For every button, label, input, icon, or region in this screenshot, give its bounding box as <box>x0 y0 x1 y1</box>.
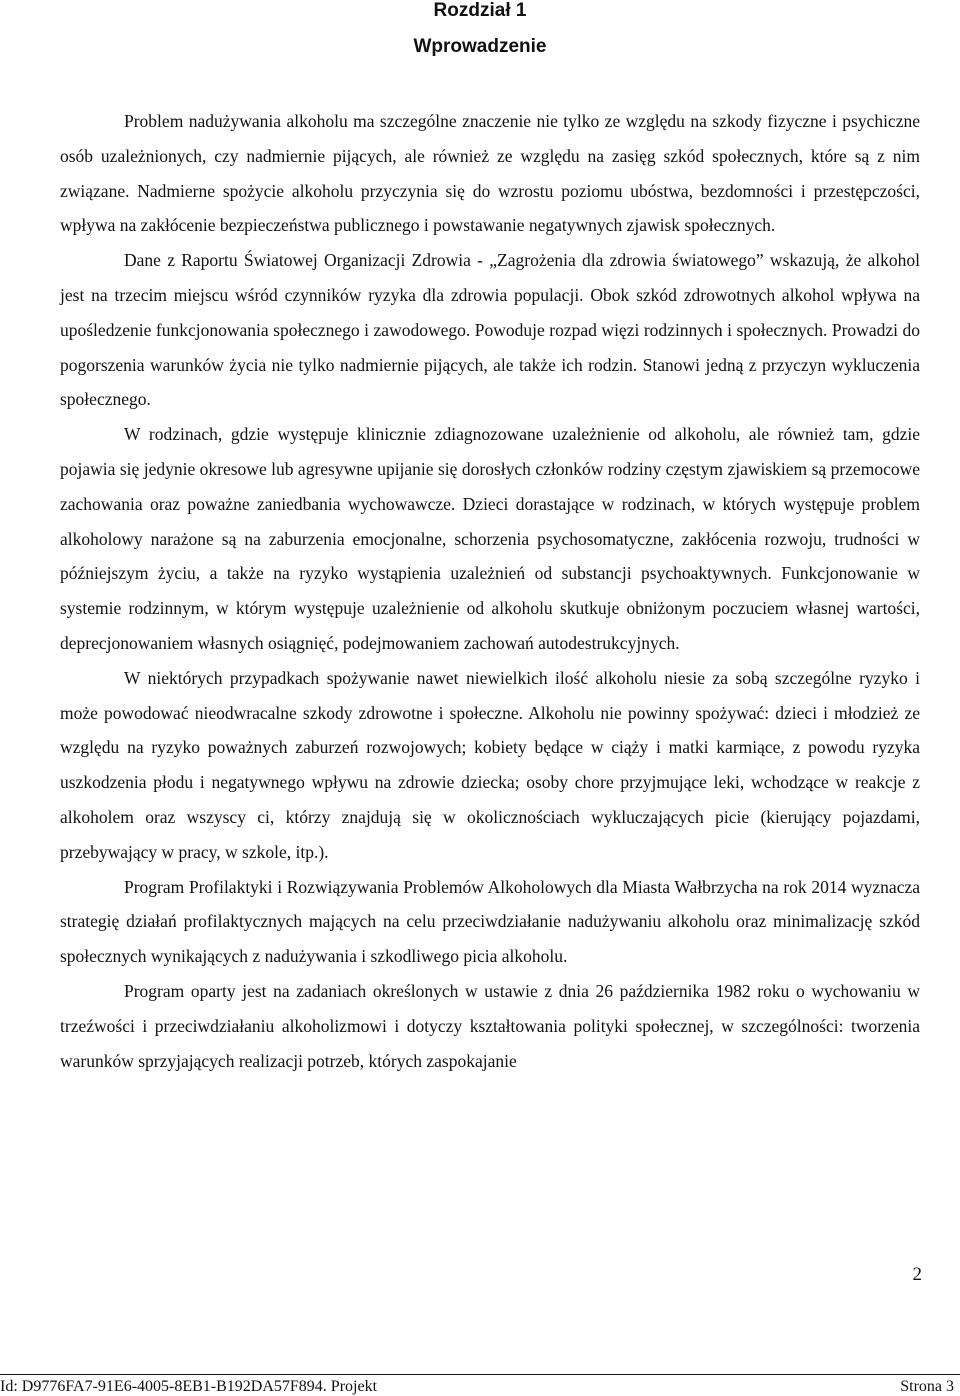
chapter-title: Wprowadzenie <box>413 36 547 57</box>
body-text <box>60 104 920 1078</box>
page-number: 2 <box>912 1264 922 1285</box>
chapter-number: Rozdział 1 <box>433 0 527 21</box>
footer-divider <box>0 1374 960 1375</box>
paragraph-3: W rodzinach, gdzie występuje klinicznie zdiagnozowane uzależnienie od alkoholu, ale również tam, gdzie pojawia się jedynie okresowe lub agresywne upijanie się dorosłych członków rodziny częstym zjawiskiem są przemocowe zachowania oraz poważne zaniedbania wychowawcze. Dzieci dorastające w rodzinach, w których występuje problem alkoholowy narażone są na zaburzenia emocjonalne, schorzenia psychosomatyczne, zakłócenia rozwoju, trudności w późniejszym życiu, a także na ryzyko wystąpienia uzależnień od substancji psychoaktywnych. Funkcjonowanie w systemie rodzinnym, w którym występuje uzależnienie od alkoholu skutkuje obniżonym poczuciem własnej wartości, deprecjonowaniem własnych osiągnięć, podejmowaniem zachowań autodestrukcyjnych. <box>60 424 920 653</box>
paragraph-1: Problem nadużywania alkoholu ma szczególne znaczenie nie tylko ze względu na szkody fizyczne i psychiczne osób uzależnionych, czy nadmiernie pijących, ale również ze względu na zasięg szkód społecznych, które są z nim związane. Nadmierne spożycie alkoholu przyczynia się do wzrostu poziomu ubóstwa, bezdomności i przestępczości, wpływa na zakłócenie bezpieczeństwa publicznego i powstawanie negatywnych zjawisk społecznych. <box>60 111 920 236</box>
paragraph-4: W niektórych przypadkach spożywanie nawet niewielkich ilość alkoholu niesie za sobą szczególne ryzyko i może powodować nieodwracalne szkody zdrowotne i społeczne. Alkoholu nie powinny spożywać: dzieci i młodzież ze względu na ryzyko poważnych zaburzeń rozwojowych; kobiety będące w ciąży i matki karmiące, z powodu ryzyka uszkodzenia płodu i negatywnego wpływu na zdrowie dziecka; osoby chore przyjmujące leki, wchodzące w reakcje z alkoholem oraz wszyscy ci, którzy znajdują się w okolicznościach wykluczających picie (kierujący pojazdami, przebywający w pracy, w szkole, itp.). <box>60 667 920 862</box>
paragraph-2: Dane z Raportu Światowej Organizacji Zdrowia - „Zagrożenia dla zdrowia światowego” wskazują, że alkohol jest na trzecim miejscu wśród czynników ryzyka dla zdrowia populacji. Obok szkód zdrowotnych alkohol wpływa na upośledzenie funkcjonowania społecznego i zawodowego. Powoduje rozpad więzi rodzinnych i społecznych. Prowadzi do pogorszenia warunków życia nie tylko nadmiernie pijących, ale także ich rodzin. Stanowi jedną z przyczyn wykluczenia społecznego. <box>60 250 920 410</box>
footer-document-id: Id: D9776FA7-91E6-4005-8EB1-B192DA57F894. Projekt <box>0 1378 378 1395</box>
paragraph-5: Program Profilaktyki i Rozwiązywania Problemów Alkoholowych dla Miasta Wałbrzycha na rok 2014 wyznacza strategię działań profilaktycznych mających na celu przeciwdziałanie nadużywaniu alkoholu oraz minimalizację szkód społecznych wynikających z nadużywania i szkodliwego picia alkoholu. <box>60 876 920 967</box>
paragraph-6: Program oparty jest na zadaniach określonych w ustawie z dnia 26 października 1982 roku o wychowaniu w trzeźwości i przeciwdziałaniu alkoholizmowi i dotyczy kształtowania polityki społecznej, w szczególności: tworzenia warunków sprzyjających realizacji potrzeb, których zaspokajanie <box>60 980 920 1071</box>
footer-page-label: Strona 3 <box>900 1378 954 1395</box>
